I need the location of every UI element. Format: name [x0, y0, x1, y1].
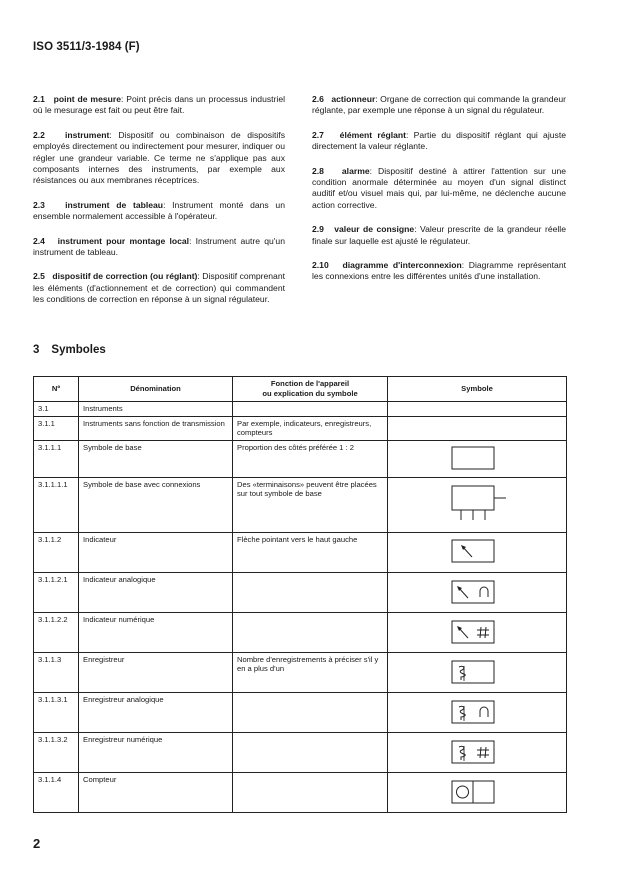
definition-text: : Partie du dispositif réglant qui ajuste directement la valeur réglante. [312, 129, 566, 152]
table-row [34, 652, 567, 692]
row-number: 3.1.1 [34, 416, 79, 440]
definition-2-2 [33, 130, 285, 187]
row-number: 3.1.1.3 [34, 652, 79, 692]
header-function-line2: ou explication du symbole [262, 389, 358, 398]
table-row [34, 772, 567, 812]
document-header: ISO 3511/3-1984 (F) [33, 41, 140, 53]
row-number: 3.1.1.1 [34, 440, 79, 477]
definition-text: : Dispositif destiné à attirer l'attention sur une condition anormale déterminée au moyen d'un signal distinct auditif et/ou visuel mais qui, par lui-même, ne déclenche aucune action corrective. [312, 165, 566, 210]
row-name: Enregistreur analogique [79, 692, 233, 732]
definition-number: 2.5 [33, 271, 45, 282]
row-function: Proportion des côtés préférée 1 : 2 [233, 440, 388, 477]
row-name: Instruments [79, 402, 233, 417]
section-title-text: Symboles [51, 344, 106, 356]
page-number: 2 [33, 836, 41, 851]
table-header-row [34, 377, 567, 402]
row-function: Par exemple, indicateurs, enregistreurs, compteurs [233, 416, 388, 440]
row-symbol [388, 772, 567, 812]
header-function-line1: Fonction de l'appareil [270, 379, 350, 389]
row-function: Flèche pointant vers le haut gauche [233, 532, 388, 572]
row-function [233, 402, 388, 417]
definition-text: : Dispositif comprenant les éléments (d'actionnement et de correction) qui commandent les conditions de correction en réponse à un signal régulateur. [33, 271, 286, 305]
definition-term: valeur de consigne [334, 224, 415, 235]
row-symbol [388, 477, 567, 532]
row-symbol [388, 402, 567, 417]
definition-term: instrument pour montage local [57, 235, 190, 246]
row-function [233, 612, 388, 652]
row-number: 3.1 [34, 402, 79, 417]
row-symbol [388, 440, 567, 477]
definition-2-1 [33, 94, 285, 117]
table-row [34, 572, 567, 612]
basic-symbol-icon [388, 441, 558, 477]
definition-number: 2.10 [312, 260, 329, 271]
row-number: 3.1.1.3.1 [34, 692, 79, 732]
definition-2-7 [312, 130, 566, 153]
definition-number: 2.2 [33, 129, 45, 140]
definition-text: : Organe de correction qui commande la grandeur réglante, par exemple une réponse à un signal du régulateur. [312, 94, 567, 116]
definition-text: : Instrument monté dans un ensemble normalement accessible à l'opérateur. [33, 199, 285, 222]
row-symbol [388, 416, 567, 440]
definition-2-10 [312, 260, 566, 283]
definition-term: point de mesure [53, 94, 122, 104]
header-symbol: Symbole [388, 377, 567, 402]
row-function [233, 732, 388, 772]
definitions-right-column [312, 94, 566, 296]
row-symbol [388, 532, 567, 572]
row-number: 3.1.1.4 [34, 772, 79, 812]
table-row [34, 402, 567, 417]
row-name: Symbole de base avec connexions [79, 477, 233, 532]
row-function: Nombre d'enregistrements à préciser s'il y en a plus d'un [233, 652, 388, 692]
definitions-left-column [33, 94, 285, 319]
row-function [233, 692, 388, 732]
row-number: 3.1.1.1.1 [34, 477, 79, 532]
recorder-symbol-icon [388, 653, 558, 692]
row-symbol [388, 612, 567, 652]
row-number: 3.1.1.2.2 [34, 612, 79, 652]
definition-2-6 [312, 94, 566, 117]
header-name: Dénomination [79, 377, 233, 402]
row-symbol [388, 572, 567, 612]
definition-term: actionneur [331, 94, 376, 104]
definition-number: 2.8 [312, 165, 324, 176]
header-number: Nº [34, 377, 79, 402]
definition-term: élément réglant [339, 129, 407, 140]
table-row [34, 612, 567, 652]
definition-text: : Valeur prescrite de la grandeur réelle finale sur laquelle est ajusté le régulateur. [312, 224, 566, 246]
row-symbol [388, 732, 567, 772]
table-row [34, 532, 567, 572]
definition-2-8 [312, 166, 566, 212]
definition-number: 2.9 [312, 224, 324, 235]
definition-2-9 [312, 224, 566, 247]
table-row [34, 440, 567, 477]
definition-term: instrument [64, 129, 110, 140]
analog-recorder-symbol-icon [388, 693, 558, 732]
definition-text: : Dispositif ou combinaison de dispositifs employés directement ou indirectement pour mesurer, indiquer ou régler une grandeur variable. Ce terme ne s'applique pas aux composants internes des instruments, par exemple aux résistances ou aux membranes réceptrices. [33, 129, 285, 186]
row-name: Symbole de base [79, 440, 233, 477]
table-row [34, 732, 567, 772]
definition-term: instrument de tableau [65, 199, 164, 210]
definition-2-3 [33, 200, 285, 223]
definition-number: 2.4 [33, 235, 45, 246]
section-title [33, 344, 118, 356]
definition-2-5 [33, 271, 285, 305]
row-function: Des «terminaisons» peuvent être placées sur tout symbole de base [233, 477, 388, 532]
row-function [233, 572, 388, 612]
row-symbol [388, 652, 567, 692]
definition-term: dispositif de correction (ou réglant) [52, 271, 198, 282]
definition-number: 2.1 [33, 94, 45, 104]
definition-text: : Point précis dans un processus industriel où le mesurage est fait ou peut être fait. [33, 94, 286, 116]
table-row [34, 477, 567, 532]
row-name: Enregistreur [79, 652, 233, 692]
digital-recorder-symbol-icon [388, 733, 558, 772]
indicator-symbol-icon [388, 533, 558, 572]
row-name: Indicateur numérique [79, 612, 233, 652]
header-function [233, 377, 388, 402]
definition-text: : Diagramme représentant les connexions entre les différentes unités d'une installation. [312, 260, 566, 282]
row-number: 3.1.1.2.1 [34, 572, 79, 612]
table-row [34, 692, 567, 732]
counter-symbol-icon [388, 773, 558, 812]
row-name: Compteur [79, 772, 233, 812]
row-symbol [388, 692, 567, 732]
section-number: 3 [33, 344, 40, 356]
row-name: Indicateur analogique [79, 572, 233, 612]
row-number: 3.1.1.2 [34, 532, 79, 572]
definition-number: 2.3 [33, 199, 45, 210]
analog-indicator-symbol-icon [388, 573, 558, 612]
symbols-table [33, 376, 567, 813]
basic-symbol-connections-icon [388, 478, 558, 532]
row-number: 3.1.1.3.2 [34, 732, 79, 772]
definition-number: 2.7 [312, 129, 324, 140]
row-name: Instruments sans fonction de transmission [79, 416, 233, 440]
definition-term: alarme [341, 165, 370, 176]
table-row [34, 416, 567, 440]
definition-text: : Instrument autre qu'un instrument de tableau. [33, 235, 285, 258]
row-name: Indicateur [79, 532, 233, 572]
definition-term: diagramme d'interconnexion [342, 260, 462, 271]
definition-number: 2.6 [312, 94, 324, 104]
row-function [233, 772, 388, 812]
definition-2-4 [33, 236, 285, 259]
row-name: Enregistreur numérique [79, 732, 233, 772]
digital-indicator-symbol-icon [388, 613, 558, 652]
